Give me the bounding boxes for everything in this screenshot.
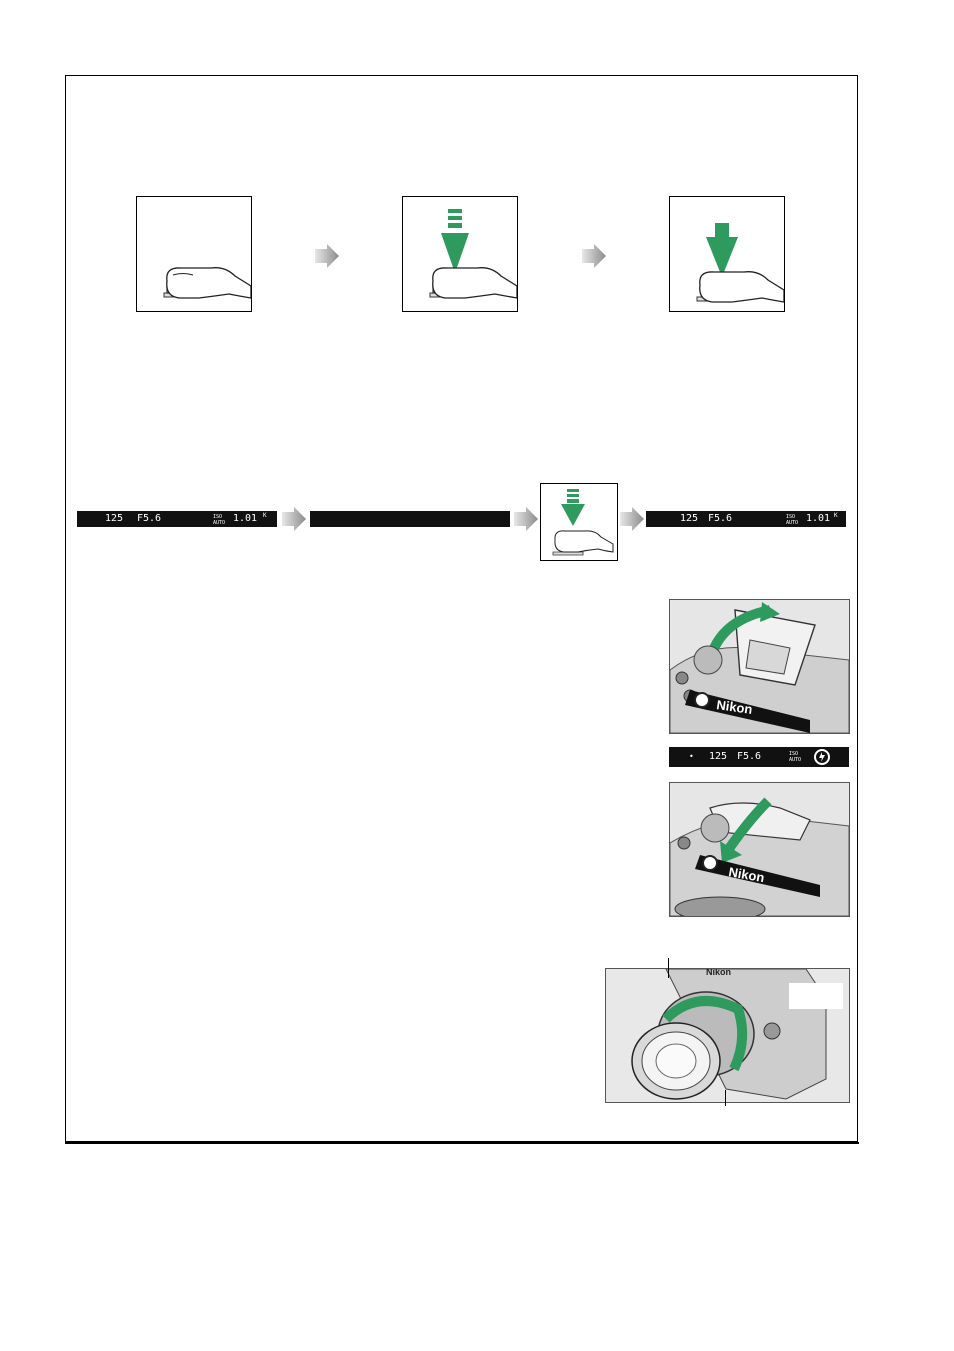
flash-ready-icon — [814, 749, 830, 765]
sequence-arrow-1 — [315, 244, 339, 268]
aperture-value: F5.6 — [137, 513, 162, 524]
shutter-half-press-illustration — [402, 196, 518, 312]
nikon-brand-text: Nikon — [727, 864, 766, 886]
lens-zoom-ring-photo — [605, 968, 850, 1103]
shutter-speed-value: 125 — [680, 513, 699, 524]
callout-line-bottom — [725, 1090, 726, 1106]
shutter-speed-value: 125 — [709, 751, 728, 762]
remaining-exposures: 1.01 — [806, 513, 831, 524]
shutter-idle-illustration — [136, 196, 252, 312]
info-display-after — [646, 511, 846, 527]
k-mark: K — [834, 512, 838, 519]
lcd-arrow-1 — [282, 507, 306, 531]
sequence-arrow-2 — [582, 244, 606, 268]
nikon-brand-text: Nikon — [715, 697, 754, 717]
info-display-flash — [669, 747, 849, 767]
info-display-before — [77, 511, 277, 527]
flash-raise-photo — [669, 599, 850, 734]
k-mark: K — [263, 512, 267, 519]
shutter-speed-value: 125 — [105, 513, 124, 524]
flash-lower-photo — [669, 782, 850, 917]
iso-auto-label: ISO AUTO — [213, 514, 226, 526]
iso-auto-label: ISO AUTO — [786, 514, 799, 526]
lcd-arrow-2 — [514, 507, 538, 531]
shutter-full-press-illustration — [669, 196, 785, 312]
lcd-arrow-3 — [620, 507, 644, 531]
iso-auto-label: ISO AUTO — [789, 751, 802, 763]
shutter-half-press-small-illustration — [540, 483, 618, 561]
aperture-value: F5.6 — [708, 513, 733, 524]
frame-bottom-rule — [65, 1142, 859, 1144]
callout-line-top — [668, 958, 669, 978]
remaining-exposures: 1.01 — [233, 513, 258, 524]
nikon-brand-text: Nikon — [706, 969, 732, 977]
aperture-value: F5.6 — [737, 751, 762, 762]
info-display-off — [310, 511, 510, 527]
focus-indicator: • — [689, 752, 694, 761]
